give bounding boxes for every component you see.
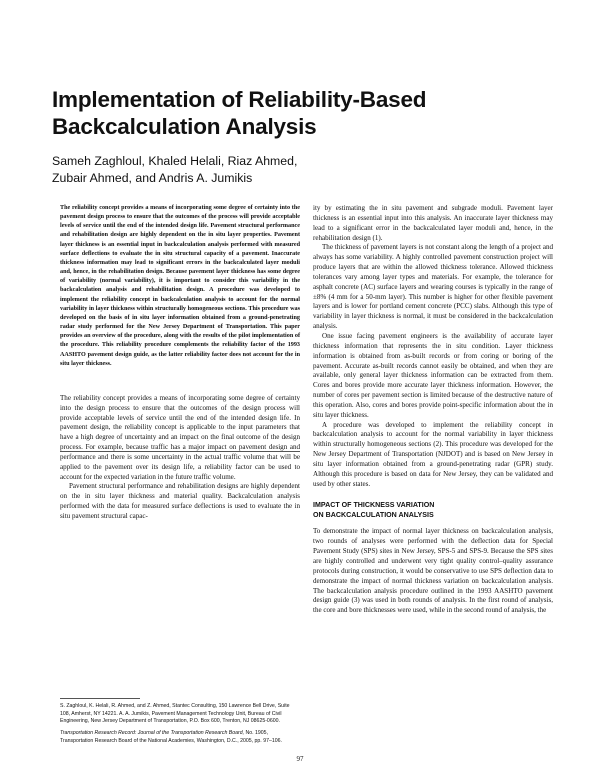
left-body bbox=[60, 394, 300, 522]
abstract bbox=[60, 204, 300, 369]
body-paragraph: ity by estimating the in situ pavement and subgrade moduli. Pavement layer thickness is an essential input into this analysis. An inaccurate layer thickness may lead to a significant error in the backcalculated layer moduli and, hence, in the rehabilitation design (1). bbox=[313, 204, 553, 242]
body-paragraph: A procedure was developed to implement the reliability concept in backcalculation analysis to account for the normal variability in layer thickness within structurally homogeneous sections (2). This procedure was developed for the New Jersey Department of Transportation (NJDOT) and is based on New Jersey in situ layer information obtained from a ground-penetrating radar (GPR) study. Although this procedure is based on data for New Jersey, they can be validated and used by other states. bbox=[313, 420, 553, 488]
left-column bbox=[60, 204, 300, 522]
abstract-divider bbox=[60, 451, 300, 452]
section-heading-line-1: IMPACT OF THICKNESS VARIATION bbox=[313, 501, 435, 510]
body-paragraph: One issue facing pavement engineers is the availability of accurate layer thickness information that represents the in situ condition. Layer thickness information is obtained from as-built records or from coring or boring of the pavement. Accurate as-built records cannot easily be obtained, and when they are available, only general layer thickness information can be extracted from them. Cores and bores provide more accurate layer thickness information. However, the number of cores per pavement section is limited because of the destructive nature of this operation. Also, cores and bores provide point-specific information about the in situ layer thickness. bbox=[313, 331, 553, 419]
body-paragraph: The reliability concept provides a means of incorporating some degree of certainty into the design process to ensure that the outcomes of the design process will provide acceptable levels of service until the end of the intended design life. In pavement design, the reliability concept is applicable to the input parameters that have a high degree of uncertainty and an impact on the final outcome of the design process. For example, because traffic has a major impact on pavement design and performance and there is some uncertainty in the actual traffic volume that will be applied to the pavement over its design life, a reliability factor can be used to account for the expected variation in the future traffic volume. bbox=[60, 393, 300, 481]
footnote-divider bbox=[60, 698, 140, 699]
right-body bbox=[313, 204, 553, 616]
author-list bbox=[52, 153, 552, 187]
body-paragraph: The thickness of pavement layers is not constant along the length of a project and always has some variability. A highly controlled pavement construction project will produce layers that are within the allowed thickness tolerance. Allowed thickness tolerances vary among layer types and materials. For example, the tolerance for asphalt concrete (AC) surface layers and wearing courses is typically in the range of ±8% (4 mm for a 50-mm layer). This number is higher for other flexible pavement layers and is lower for portland cement concrete (PCC) slabs. Although this type of variability in layer thickness is normal, it must be considered in the backcalculation analysis. bbox=[313, 243, 553, 331]
paper-title bbox=[52, 86, 552, 140]
title-line-2: Backcalculation Analysis bbox=[52, 114, 317, 139]
section-heading bbox=[313, 501, 553, 520]
footnote-affiliation: S. Zaghloul, K. Helali, R. Ahmed, and Z. Ahmed, Stantec Consulting, 150 Lawrence Bell Drive, Suite 108, Amherst, NY 14221. A. A. Jumikis, Pavement Management Technology Unit, Bureau of Civil Engineering, New Jersey Department of Transportation, P.O. Box 600, Trenton, NJ 08625-0600. bbox=[60, 703, 290, 725]
body-paragraph: Pavement structural performance and rehabilitation designs are highly dependent on the in situ layer thickness and material quality. Backcalculation analysis performed with the data for measured surface deflections is used to evaluate the in situ pavement structural capac- bbox=[60, 482, 300, 520]
title-line-1: Implementation of Reliability-Based bbox=[52, 87, 427, 112]
author-line-2: Zubair Ahmed, and Andris A. Jumikis bbox=[52, 171, 253, 185]
footnote-journal: Transportation Research Record: Journal of the Transportation Research Board, bbox=[60, 730, 245, 736]
page-number: 97 bbox=[296, 755, 304, 763]
footnote-citation bbox=[60, 730, 300, 745]
section-heading-line-2: ON BACKCALCULATION ANALYSIS bbox=[313, 510, 434, 519]
abstract-text: The reliability concept provides a means of incorporating some degree of certainty into the pavement design process to ensure that the outcomes of the process will provide acceptable levels of service until the end of the intended design life. Pavement structural performance and rehabilitation design are highly dependent on the in situ layer properties. Pavement layer thickness is an essential input in backcalculation analysis performed with measured surface deflections to evaluate the in situ structural capacity of a pavement. Inaccurate thickness information may lead to significant errors in the backcalculated layer moduli and, hence, in the rehabilitation design. Because pavement layer thickness has some degree of variability (normal variability), it is important to consider this variability in the backcalculation analysis and rehabilitation design. A procedure was developed to implement the reliability concept in backcalculation analysis to account for the normal variability in layer thickness within structurally homogeneous sections. This procedure was developed on the basis of in situ layer information obtained from a ground-penetrating radar study performed for the New Jersey Department of Transportation. This paper provides an overview of the procedure, along with the results of the pilot implementation of the procedure. This reliability procedure complements the reliability factor of the 1993 AASHTO pavement design guide, as the latter reliability factor does not account for the in situ layer thickness. bbox=[60, 205, 300, 367]
author-line-1: Sameh Zaghloul, Khaled Helali, Riaz Ahmed, bbox=[52, 154, 298, 168]
right-column bbox=[313, 204, 553, 616]
body-paragraph: To demonstrate the impact of normal layer thickness on backcalculation analysis, two rounds of analyses were performed with the deflection data for Special Pavement Study (SPS) sites in New Jersey, SPS-5 and SPS-9. Because the SPS sites are highly controlled and underwent very tight quality control–quality assurance protocols during construction, it would be conservative to use SPS deflection data to demonstrate the impact of normal thickness variation on backcalculation analysis. The backcalculation analysis procedure outlined in the 1993 AASHTO pavement design guide (3) was used in both rounds of analysis. In the first round of analysis, the core and bore thicknesses were used, while in the second round of analysis, the bbox=[313, 527, 553, 615]
footnote-journal-rest: No. 1905, Transportation Research Board of the National Academies, Washington, D.C., 2005, pp. 97–106. bbox=[60, 730, 282, 744]
